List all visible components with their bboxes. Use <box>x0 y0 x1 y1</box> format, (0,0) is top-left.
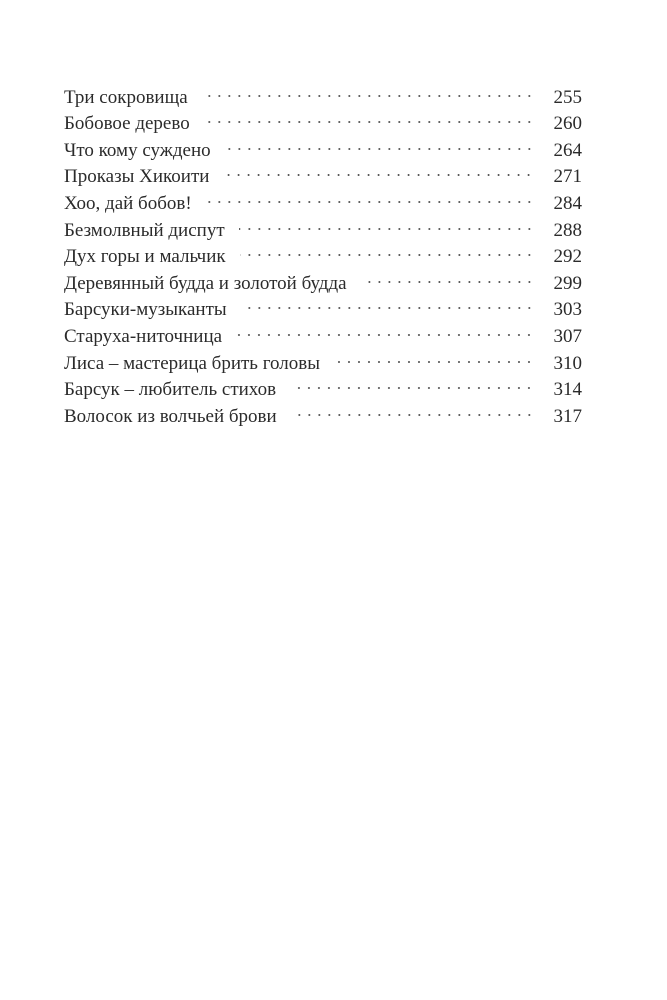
toc-entry-title: Деревянный будда и золотой будда <box>64 272 347 294</box>
table-of-contents <box>64 76 582 427</box>
toc-entry[interactable] <box>64 76 582 108</box>
toc-entry-title: Старуха-ниточница <box>64 325 223 347</box>
toc-entry-page: 264 <box>553 139 582 161</box>
toc-entry-title: Три сокровища <box>64 86 188 108</box>
toc-dot-leader <box>291 395 534 422</box>
toc-entry-title: Лиса – мастерица брить головы <box>64 352 321 374</box>
toc-dot-leader <box>241 289 534 316</box>
toc-dot-leader <box>204 103 534 130</box>
toc-entry-title: Безмолвный диспут <box>64 219 225 241</box>
toc-entry-title: Что кому суждено <box>64 139 211 161</box>
toc-entry-page: 303 <box>553 299 582 321</box>
toc-entry-page: 271 <box>553 166 582 188</box>
toc-dot-leader <box>239 209 534 236</box>
toc-entry-page: 284 <box>553 192 582 214</box>
toc-dot-leader <box>202 76 534 103</box>
toc-entry-title: Проказы Хикоити <box>64 166 210 188</box>
toc-entry-title: Дух горы и мальчик <box>64 246 226 268</box>
toc-entry-page: 317 <box>553 405 582 427</box>
toc-entry-title: Барсуки-музыканты <box>64 299 227 321</box>
toc-dot-leader <box>240 236 534 263</box>
toc-entry-page: 299 <box>553 272 582 294</box>
toc-dot-leader <box>334 342 534 369</box>
toc-entry-page: 307 <box>553 325 582 347</box>
toc-entry-title: Бобовое дерево <box>64 113 190 135</box>
toc-entry-title: Барсук – любитель стихов <box>64 379 277 401</box>
toc-dot-leader <box>236 315 534 342</box>
toc-entry-page: 260 <box>553 113 582 135</box>
toc-entry-page: 314 <box>553 379 582 401</box>
toc-dot-leader <box>206 182 534 209</box>
toc-entry-title: Волосок из волчьей брови <box>64 405 277 427</box>
toc-dot-leader <box>225 129 534 156</box>
toc-entry-page: 310 <box>553 352 582 374</box>
toc-dot-leader <box>361 262 534 289</box>
toc-entry-page: 255 <box>553 86 582 108</box>
toc-entry-title: Хоо, дай бобов! <box>64 192 192 214</box>
toc-dot-leader <box>290 369 534 396</box>
toc-dot-leader <box>223 156 534 183</box>
toc-entry-page: 292 <box>553 246 582 268</box>
toc-entry-page: 288 <box>553 219 582 241</box>
